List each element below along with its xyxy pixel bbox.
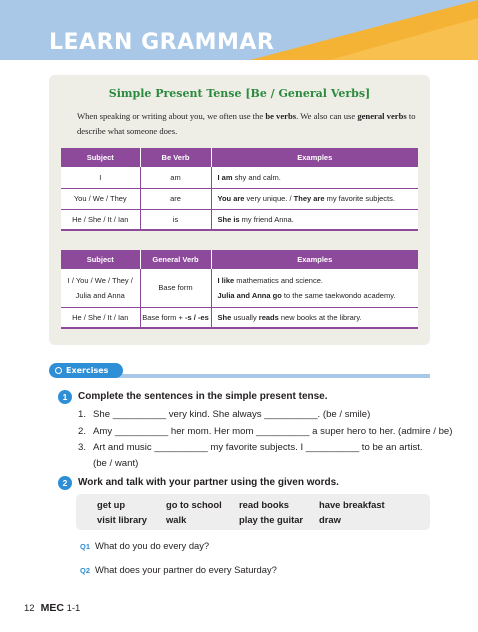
table-row	[61, 307, 418, 328]
exercise-item-3: 3. Art and music __________ my favorite subjects. I __________ to be an artist.	[78, 442, 423, 453]
cell-subject: I / You / We / They / Julia and Anna	[61, 269, 140, 307]
exercise-item-2: 2. Amy __________ her mom. Her mom __________ a super hero to her. (admire / be)	[78, 426, 453, 437]
question-number-2: 2	[58, 476, 72, 490]
word-item: walk	[166, 514, 187, 525]
discussion-question-1: Q1 What do you do every day?	[80, 540, 210, 551]
table-row	[61, 167, 418, 188]
word-item: have breakfast	[319, 499, 385, 510]
cell-subject: He / She / It / Ian	[61, 307, 140, 328]
section-title: LEARN GRAMMAR	[49, 30, 275, 55]
cell-example: She usually reads new books at the library.	[211, 307, 418, 328]
cell-verb: are	[140, 188, 211, 209]
word-box	[76, 494, 430, 530]
exercises-bar	[49, 363, 430, 378]
question-number-1: 1	[58, 390, 72, 404]
word-item: go to school	[166, 499, 222, 510]
table-header-row	[61, 148, 418, 167]
column-header-verb: General Verb	[140, 250, 211, 269]
cell-example: You are very unique. / They are my favorite subjects.	[211, 188, 418, 209]
book-level: 1-1	[66, 603, 81, 614]
page-footer	[24, 602, 80, 614]
table-row	[61, 269, 418, 307]
cell-subject: He / She / It / Ian	[61, 209, 140, 230]
table-row	[61, 188, 418, 209]
cell-subject: I	[61, 167, 140, 188]
be-verb-table	[61, 148, 418, 231]
cell-verb: Base form	[140, 269, 211, 307]
discussion-question-2: Q2 What does your partner do every Saturday?	[80, 564, 277, 575]
column-header-examples: Examples	[211, 250, 418, 269]
column-header-examples: Examples	[211, 148, 418, 167]
cell-verb: is	[140, 209, 211, 230]
book-brand: MEC	[40, 602, 64, 614]
word-item: get up	[97, 499, 126, 510]
cell-verb: Base form + -s / -es	[140, 307, 211, 328]
cell-subject: You / We / They	[61, 188, 140, 209]
grammar-box	[49, 75, 430, 345]
word-item: read books	[239, 499, 290, 510]
column-header-subject: Subject	[61, 148, 140, 167]
cell-verb: am	[140, 167, 211, 188]
word-item: visit library	[97, 514, 148, 525]
general-verb-table	[61, 250, 418, 329]
cell-example: I like mathematics and science. Julia and Anna go to the same taekwondo academy.	[211, 269, 418, 307]
exercises-label: Exercises	[49, 363, 123, 378]
question-1-title: Complete the sentences in the simple present tense.	[78, 391, 328, 402]
grammar-intro: When speaking or writing about you, we often use the be verbs. We also can use general verbs to describe what someone does.	[77, 111, 416, 136]
exercises-rule	[109, 374, 430, 378]
column-header-verb: Be Verb	[140, 148, 211, 167]
question-2-title: Work and talk with your partner using the given words.	[78, 477, 339, 488]
circle-icon	[55, 367, 62, 374]
column-header-subject: Subject	[61, 250, 140, 269]
exercise-item-3-hint: (be / want)	[93, 458, 139, 469]
table-header-row	[61, 250, 418, 269]
page-header	[0, 0, 478, 60]
exercise-item-1: 1. She __________ very kind. She always __________. (be / smile)	[78, 409, 371, 420]
page-number: 12	[24, 603, 35, 614]
cell-example: She is my friend Anna.	[211, 209, 418, 230]
word-item: draw	[319, 514, 341, 525]
grammar-title: Simple Present Tense [Be / General Verbs]	[108, 87, 371, 100]
table-row	[61, 209, 418, 230]
word-item: play the guitar	[239, 514, 304, 525]
cell-example: I am shy and calm.	[211, 167, 418, 188]
